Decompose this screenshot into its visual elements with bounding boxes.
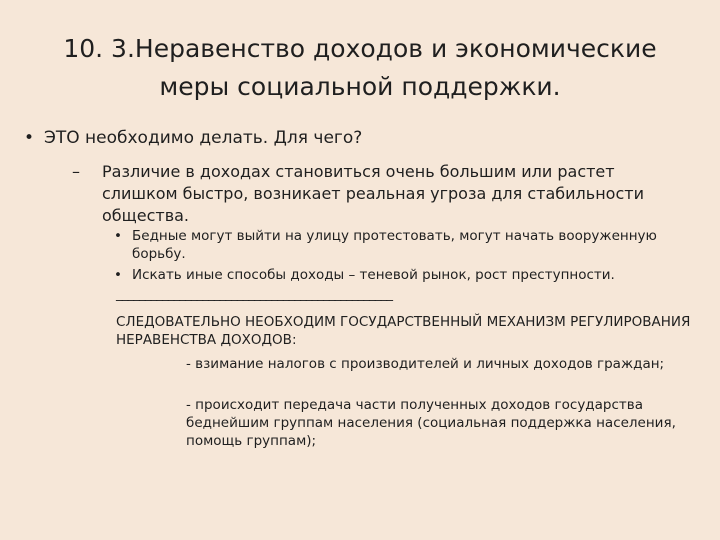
- bullet-text: Различие в доходах становиться очень большим или растет слишком быстро, возникает реальная угроза для стабильности общества.: [102, 162, 644, 225]
- sub-bullet-shadow-market: [114, 266, 692, 284]
- sub-bullet-text: Искать иные способы доходы – теневой рынок, рост преступности.: [132, 267, 615, 283]
- measure-transfers: - происходит передача части полученных доходов государства беднейшим группам населения (социальная поддержка населения, помощь группам);: [186, 397, 676, 449]
- sub-bullet-text: Бедные могут выйти на улицу протестовать, могут начать вооруженную борьбу.: [132, 228, 657, 262]
- bullet-marker: •: [24, 128, 35, 148]
- bullet-marker: •: [114, 228, 122, 244]
- divider-line: ________________________________________________: [116, 286, 392, 302]
- slide-title-line-1: 10. 3.Неравенство доходов и экономические: [63, 34, 657, 63]
- bullet-text: ЭТО необходимо делать. Для чего?: [44, 128, 363, 148]
- dash-marker: –: [72, 162, 80, 181]
- sub-bullet-protest: [114, 227, 692, 263]
- conclusion-text: СЛЕДОВАТЕЛЬНО НЕОБХОДИМ ГОСУДАРСТВЕННЫЙ МЕХАНИЗМ РЕГУЛИРОВАНИЯ НЕРАВЕНСТВА ДОХОДОВ:: [116, 314, 691, 348]
- bullet-level-2: [72, 161, 692, 227]
- slide-title: [20, 30, 700, 106]
- bullet-level-1: [24, 127, 684, 149]
- slide-title-line-2: меры социальной поддержки.: [159, 72, 561, 101]
- bullet-marker: •: [114, 267, 122, 283]
- measure-taxes: - взимание налогов с производителей и личных доходов граждан;: [186, 356, 665, 372]
